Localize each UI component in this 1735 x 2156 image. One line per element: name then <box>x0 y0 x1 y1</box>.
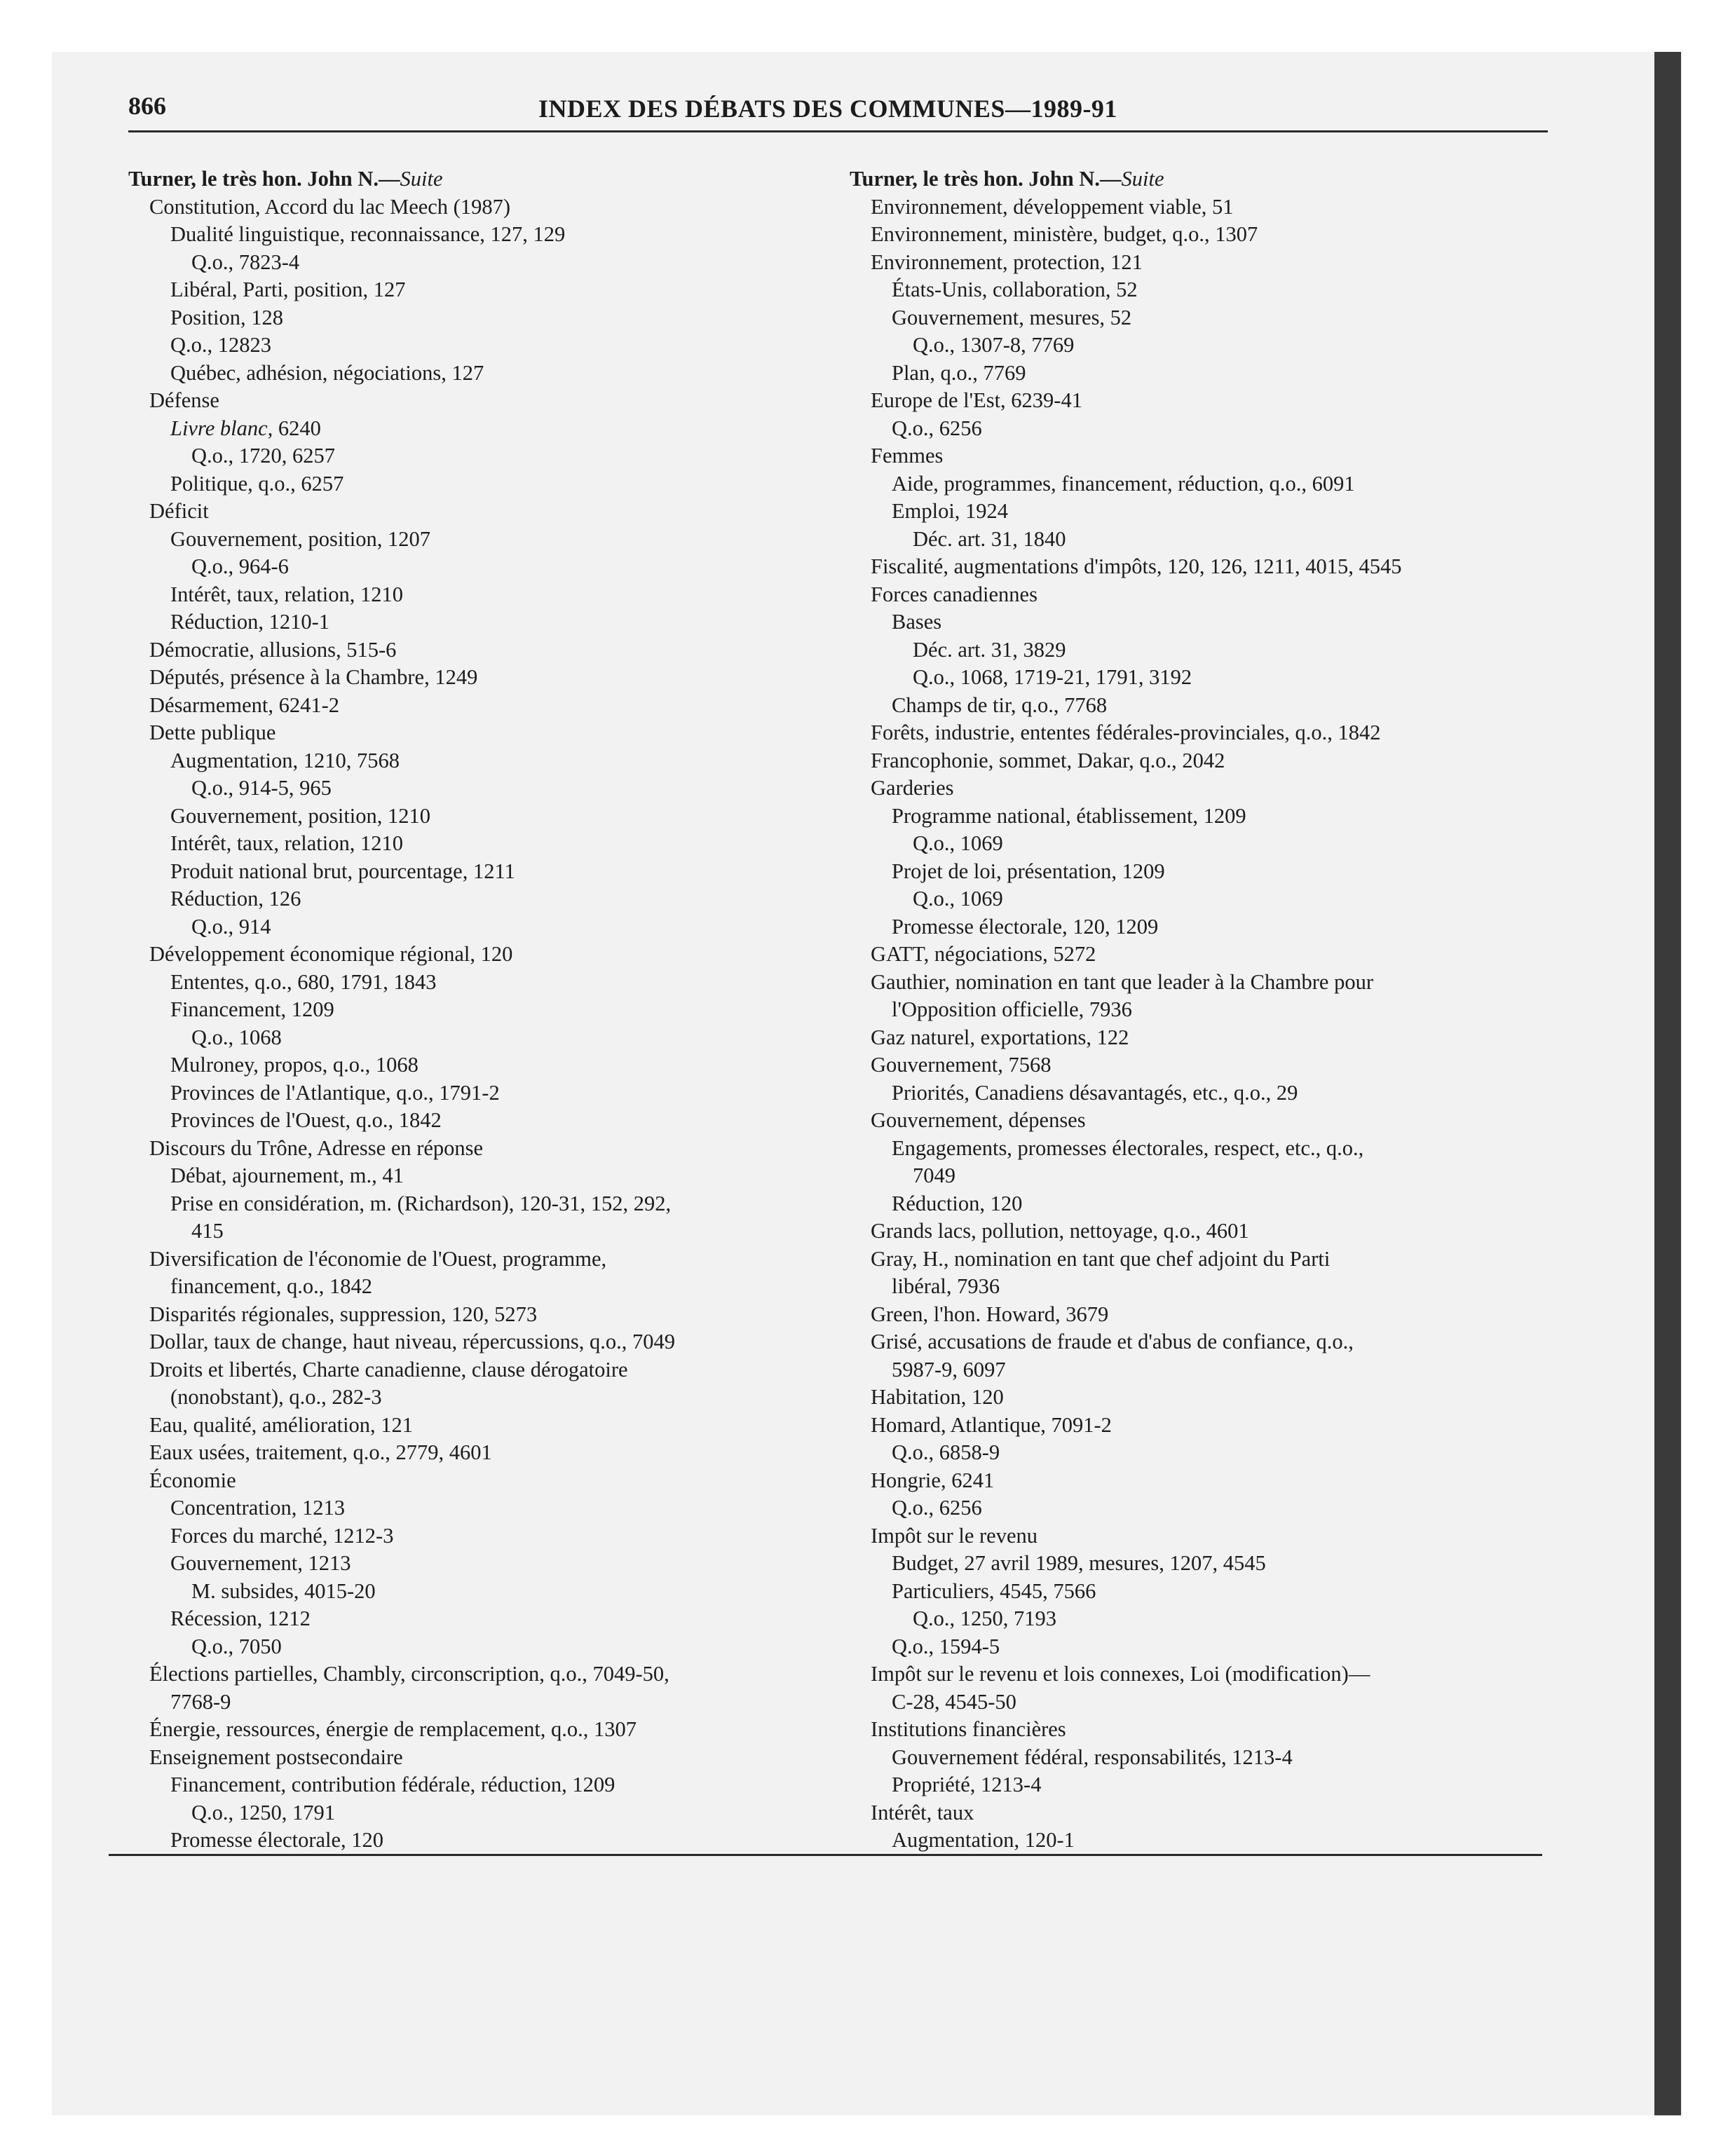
index-entry: Réduction, 120 <box>892 1191 1023 1215</box>
index-entry: Intérêt, taux, relation, 1210 <box>170 831 404 855</box>
page-number: 866 <box>128 92 166 120</box>
index-entry: Mulroney, propos, q.o., 1068 <box>170 1053 419 1077</box>
index-entry: Q.o., 7050 <box>191 1634 282 1658</box>
index-entry: Ententes, q.o., 680, 1791, 1843 <box>170 969 437 994</box>
index-entry: Q.o., 1307-8, 7769 <box>913 333 1075 357</box>
footer-rule <box>109 1854 1542 1856</box>
index-entry: Q.o., 1594-5 <box>892 1634 1000 1658</box>
index-entry: Eaux usées, traitement, q.o., 2779, 4601 <box>149 1440 492 1464</box>
binding-edge <box>1654 52 1681 2115</box>
index-entry: Promesse électorale, 120 <box>170 1828 384 1852</box>
index-entry: Élections partielles, Chambly, circonscription, q.o., 7049-50, <box>149 1662 669 1686</box>
index-entry: (nonobstant), q.o., 282-3 <box>170 1385 382 1409</box>
index-entry: Environnement, développement viable, 51 <box>871 194 1234 219</box>
index-column-right <box>850 165 1551 1855</box>
index-entry: Q.o., 964-6 <box>191 554 289 578</box>
index-entry: Constitution, Accord du lac Meech (1987) <box>149 194 511 219</box>
index-entry: Bases <box>892 610 942 634</box>
index-column-left <box>128 165 829 1855</box>
index-entry: Réduction, 126 <box>170 887 301 910</box>
index-entry: Provinces de l'Ouest, q.o., 1842 <box>170 1108 442 1132</box>
index-entry: Green, l'hon. Howard, 3679 <box>871 1302 1109 1326</box>
index-entry: Droits et libertés, Charte canadienne, clause dérogatoire <box>149 1357 628 1381</box>
index-entry: Environnement, ministère, budget, q.o., 1307 <box>871 222 1258 246</box>
index-entry: Position, 128 <box>170 305 284 329</box>
index-entry: Forces du marché, 1212-3 <box>170 1523 394 1548</box>
index-entry: Engagements, promesses électorales, respect, etc., q.o., <box>892 1135 1364 1160</box>
index-entry: Gouvernement, position, 1207 <box>170 526 431 551</box>
index-entry: Environnement, protection, 121 <box>871 250 1143 274</box>
index-entry: Q.o., 6858-9 <box>892 1440 1000 1464</box>
index-entry: Priorités, Canadiens désavantagés, etc., q.o., 29 <box>892 1080 1298 1105</box>
index-entry: Gouvernement, 1213 <box>170 1551 351 1575</box>
index-entry: Déc. art. 31, 3829 <box>913 637 1066 662</box>
index-entry: Gouvernement fédéral, responsabilités, 1213-4 <box>892 1745 1293 1769</box>
index-entry: Politique, q.o., 6257 <box>170 471 344 496</box>
index-entry: Gouvernement, 7568 <box>871 1053 1052 1077</box>
index-entry: Q.o., 6256 <box>892 416 982 440</box>
index-entry: Q.o., 1069 <box>913 831 1003 855</box>
index-entry: Impôt sur le revenu <box>871 1523 1037 1548</box>
continued-label: Suite <box>1121 167 1164 191</box>
index-entry: Énergie, ressources, énergie de remplacement, q.o., 1307 <box>149 1717 637 1741</box>
index-entry: Champs de tir, q.o., 7768 <box>892 692 1108 717</box>
index-entry: Diversification de l'économie de l'Ouest, programme, <box>149 1246 607 1271</box>
index-entry: Gaz naturel, exportations, 122 <box>871 1025 1129 1049</box>
running-header-title: INDEX DES DÉBATS DES COMMUNES—1989-91 <box>538 95 1117 123</box>
index-entry: Développement économique régional, 120 <box>149 942 513 966</box>
index-entry: Europe de l'Est, 6239-41 <box>871 388 1082 412</box>
index-entry: Provinces de l'Atlantique, q.o., 1791-2 <box>170 1080 500 1105</box>
index-entry: Budget, 27 avril 1989, mesures, 1207, 4545 <box>892 1551 1266 1575</box>
index-entry: Garderies <box>871 776 954 800</box>
index-entry: Habitation, 120 <box>871 1385 1004 1409</box>
index-entry: Financement, 1209 <box>170 997 334 1021</box>
index-entry: Eau, qualité, amélioration, 121 <box>149 1412 414 1437</box>
index-entry: C-28, 4545-50 <box>892 1689 1016 1714</box>
index-entry: libéral, 7936 <box>892 1274 1000 1298</box>
continued-heading <box>850 165 1551 193</box>
index-entry: Réduction, 1210-1 <box>170 610 330 634</box>
index-entry: Hongrie, 6241 <box>871 1468 995 1492</box>
index-entry: 5987-9, 6097 <box>892 1357 1006 1381</box>
index-entry: Gauthier, nomination en tant que leader à la Chambre pour <box>871 969 1373 994</box>
index-entry: Emploi, 1924 <box>892 499 1009 523</box>
index-entry: Q.o., 914-5, 965 <box>191 776 332 800</box>
index-entry: Q.o., 1720, 6257 <box>191 444 336 468</box>
index-entry: Intérêt, taux <box>871 1800 974 1824</box>
index-entry: Homard, Atlantique, 7091-2 <box>871 1412 1112 1437</box>
index-entry: GATT, négociations, 5272 <box>871 942 1096 966</box>
index-entry: Grisé, accusations de fraude et d'abus de confiance, q.o., <box>871 1330 1354 1353</box>
index-entry: Concentration, 1213 <box>170 1496 346 1520</box>
index-entry: Dualité linguistique, reconnaissance, 127, 129 <box>170 222 566 246</box>
index-entry: Libéral, Parti, position, 127 <box>170 278 406 301</box>
index-entry: Livre blanc, 6240 <box>170 416 321 440</box>
index-entry: Déficit <box>149 499 209 523</box>
index-entry: Q.o., 1250, 7193 <box>913 1606 1057 1630</box>
index-entry: Q.o., 1069 <box>913 887 1003 910</box>
index-entry: Enseignement postsecondaire <box>149 1745 403 1769</box>
index-entry: Propriété, 1213-4 <box>892 1773 1042 1796</box>
index-entry: Gouvernement, position, 1210 <box>170 803 431 828</box>
index-entry: Économie <box>149 1468 236 1492</box>
index-entry: Augmentation, 120-1 <box>892 1828 1075 1852</box>
index-entry: Défense <box>149 388 219 412</box>
index-entry: 415 <box>191 1219 224 1243</box>
index-entry: Produit national brut, pourcentage, 1211 <box>170 859 515 883</box>
index-entry: États-Unis, collaboration, 52 <box>892 278 1138 301</box>
index-entry: Aide, programmes, financement, réduction, q.o., 6091 <box>892 471 1355 496</box>
index-entry: Discours du Trône, Adresse en réponse <box>149 1135 484 1160</box>
index-entry: 7049 <box>913 1164 955 1187</box>
index-entry: Femmes <box>871 444 944 468</box>
index-entry: Augmentation, 1210, 7568 <box>170 748 400 772</box>
index-entry: Disparités régionales, suppression, 120, 5273 <box>149 1302 538 1326</box>
index-entry: Députés, présence à la Chambre, 1249 <box>149 665 478 689</box>
index-entry: Gouvernement, dépenses <box>871 1108 1086 1132</box>
index-entry: Forces canadiennes <box>871 582 1037 606</box>
index-entry: Francophonie, sommet, Dakar, q.o., 2042 <box>871 748 1225 772</box>
index-entry: Débat, ajournement, m., 41 <box>170 1164 404 1187</box>
index-entry: Désarmement, 6241-2 <box>149 692 340 717</box>
index-entry: Prise en considération, m. (Richardson), 120-31, 152, 292, <box>170 1191 672 1215</box>
publication-title: Livre blanc, <box>170 416 273 440</box>
index-entry: Q.o., 6256 <box>892 1496 982 1520</box>
index-entry: financement, q.o., 1842 <box>170 1274 372 1298</box>
index-entry: Impôt sur le revenu et lois connexes, Loi (modification)— <box>871 1662 1370 1686</box>
index-entry: Q.o., 7823-4 <box>191 250 300 274</box>
index-entry: 7768-9 <box>170 1689 231 1714</box>
index-entry: l'Opposition officielle, 7936 <box>892 997 1132 1021</box>
index-entry: Q.o., 914 <box>191 914 271 939</box>
index-entry: Q.o., 1250, 1791 <box>191 1800 336 1824</box>
index-entry: Intérêt, taux, relation, 1210 <box>170 582 404 606</box>
index-entry: Gouvernement, mesures, 52 <box>892 305 1132 329</box>
continued-heading-name: Turner, le très hon. John N.— <box>128 167 400 191</box>
index-entry: Forêts, industrie, ententes fédérales-provinciales, q.o., 1842 <box>871 721 1381 744</box>
continued-heading-name: Turner, le très hon. John N.— <box>850 167 1122 191</box>
index-entry: Q.o., 1068, 1719-21, 1791, 3192 <box>913 665 1192 689</box>
index-entry: Q.o., 12823 <box>170 333 272 357</box>
index-entry: Gray, H., nomination en tant que chef adjoint du Parti <box>871 1246 1331 1271</box>
index-entry: Dollar, taux de change, haut niveau, répercussions, q.o., 7049 <box>149 1330 676 1353</box>
index-entry: Fiscalité, augmentations d'impôts, 120, 126, 1211, 4015, 4545 <box>871 554 1402 578</box>
header-rule <box>128 130 1548 132</box>
index-entry: Démocratie, allusions, 515-6 <box>149 637 397 662</box>
index-entry: Programme national, établissement, 1209 <box>892 803 1246 828</box>
index-entry: Financement, contribution fédérale, réduction, 1209 <box>170 1773 615 1796</box>
index-entry: Grands lacs, pollution, nettoyage, q.o., 4601 <box>871 1219 1249 1243</box>
continued-heading <box>128 165 829 193</box>
index-entry: Institutions financières <box>871 1717 1066 1741</box>
index-entry: Dette publique <box>149 721 276 744</box>
index-entry: M. subsides, 4015-20 <box>191 1578 376 1603</box>
index-entry: Promesse électorale, 120, 1209 <box>892 914 1159 939</box>
index-entry: Particuliers, 4545, 7566 <box>892 1578 1096 1603</box>
continued-label: Suite <box>400 167 443 191</box>
index-entry: Déc. art. 31, 1840 <box>913 526 1066 551</box>
index-entry: Plan, q.o., 7769 <box>892 360 1026 385</box>
index-entry: Q.o., 1068 <box>191 1025 282 1049</box>
index-entry: Québec, adhésion, négociations, 127 <box>170 360 484 385</box>
index-entry: Projet de loi, présentation, 1209 <box>892 859 1165 883</box>
index-entry: Récession, 1212 <box>170 1606 311 1630</box>
